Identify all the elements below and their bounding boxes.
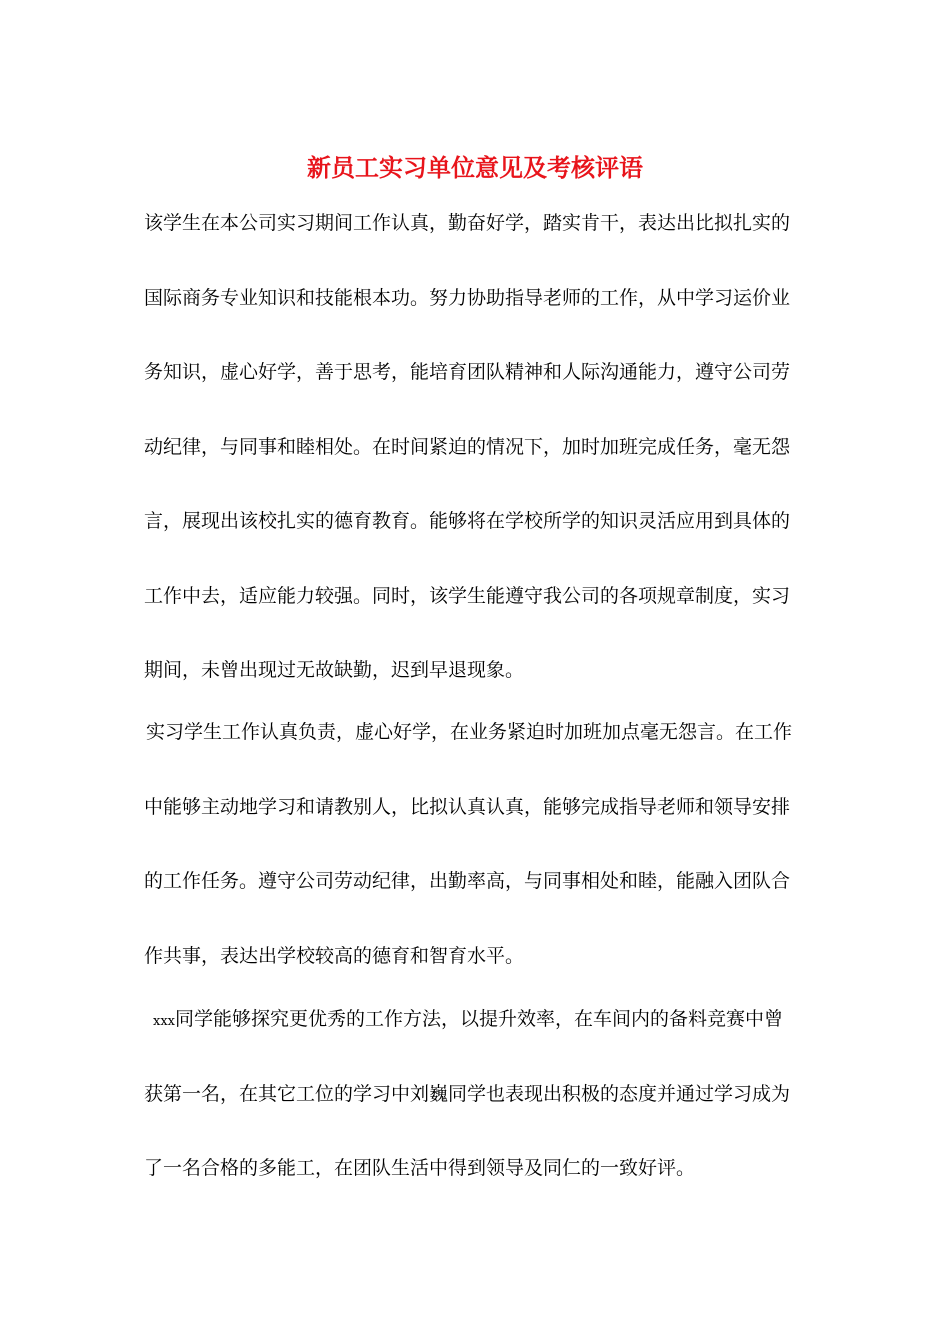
body-line-text: 同学能够探究更优秀的工作方法，以提升效率，在车间内的备料竞赛中曾 <box>175 1008 784 1030</box>
body-line: 国际商务专业知识和技能根本功。努力协助指导老师的工作，从中学习运价业 <box>144 287 791 309</box>
body-line: 的工作任务。遵守公司劳动纪律，出勤率高，与同事相处和睦，能融入团队合 <box>144 870 791 892</box>
body-line: 工作中去，适应能力较强。同时，该学生能遵守我公司的各项规章制度，实习 <box>144 585 791 607</box>
body-line: 实习学生工作认真负责，虚心好学，在业务紧迫时加班加点毫无怨言。在工作 <box>146 721 793 743</box>
body-line: 务知识，虚心好学，善于思考，能培育团队精神和人际沟通能力，遵守公司劳 <box>144 361 791 383</box>
body-line: 期间，未曾出现过无故缺勤，迟到早退现象。 <box>144 659 525 681</box>
body-line-with-placeholder <box>153 1004 783 1037</box>
body-line: 作共事，表达出学校较高的德育和智育水平。 <box>144 945 525 967</box>
body-line: 中能够主动地学习和请教别人，比拟认真认真，能够完成指导老师和领导安排 <box>144 796 791 818</box>
name-placeholder: xxx <box>153 1014 175 1029</box>
body-line: 该学生在本公司实习期间工作认真，勤奋好学，踏实肯干，表达出比拟扎实的 <box>144 212 791 234</box>
body-line: 动纪律，与同事和睦相处。在时间紧迫的情况下，加时加班完成任务，毫无怨 <box>144 436 791 458</box>
document-title: 新员工实习单位意见及考核评语 <box>307 153 643 182</box>
body-line: 了一名合格的多能工，在团队生活中得到领导及同仁的一致好评。 <box>144 1157 696 1179</box>
body-line: 获第一名，在其它工位的学习中刘巍同学也表现出积极的态度并通过学习成为 <box>144 1083 791 1105</box>
body-line: 言，展现出该校扎实的德育教育。能够将在学校所学的知识灵活应用到具体的 <box>144 510 791 532</box>
